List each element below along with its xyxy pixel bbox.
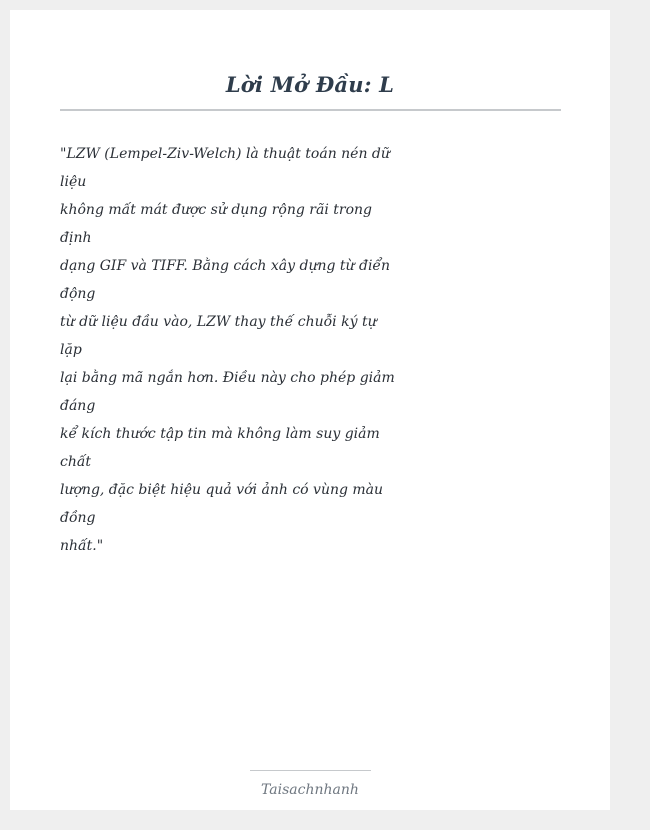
footer-brand: Taisachnhanh [261, 782, 359, 798]
body-line: lại bằng mã ngắn hơn. Điều này cho phép giảm [60, 370, 395, 386]
page-title: Lời Mở Đầu: L [225, 72, 395, 97]
body-line: chất [60, 454, 92, 470]
body-line: định [60, 230, 92, 246]
body-line: từ dữ liệu đầu vào, LZW thay thế chuỗi ký tự [60, 314, 377, 330]
body-line: kể kích thước tập tin mà không làm suy giảm [60, 426, 380, 442]
body-line: động [60, 286, 96, 302]
body-line: "LZW (Lempel-Ziv-Welch) là thuật toán nén dữ [60, 146, 390, 162]
body-line: liệu [60, 174, 87, 190]
document-page [10, 10, 610, 810]
body-line: lặp [60, 342, 82, 358]
footer-divider [250, 770, 371, 771]
body-line: dạng GIF và TIFF. Bằng cách xây dựng từ điển [60, 258, 391, 274]
body-line: đồng [60, 510, 96, 526]
body-line: không mất mát được sử dụng rộng rãi trong [60, 202, 372, 218]
title-divider [60, 109, 561, 111]
body-paragraph [60, 140, 395, 560]
body-line: đáng [60, 398, 96, 414]
body-line: lượng, đặc biệt hiệu quả với ảnh có vùng màu [60, 482, 384, 498]
body-line: nhất." [60, 538, 104, 554]
